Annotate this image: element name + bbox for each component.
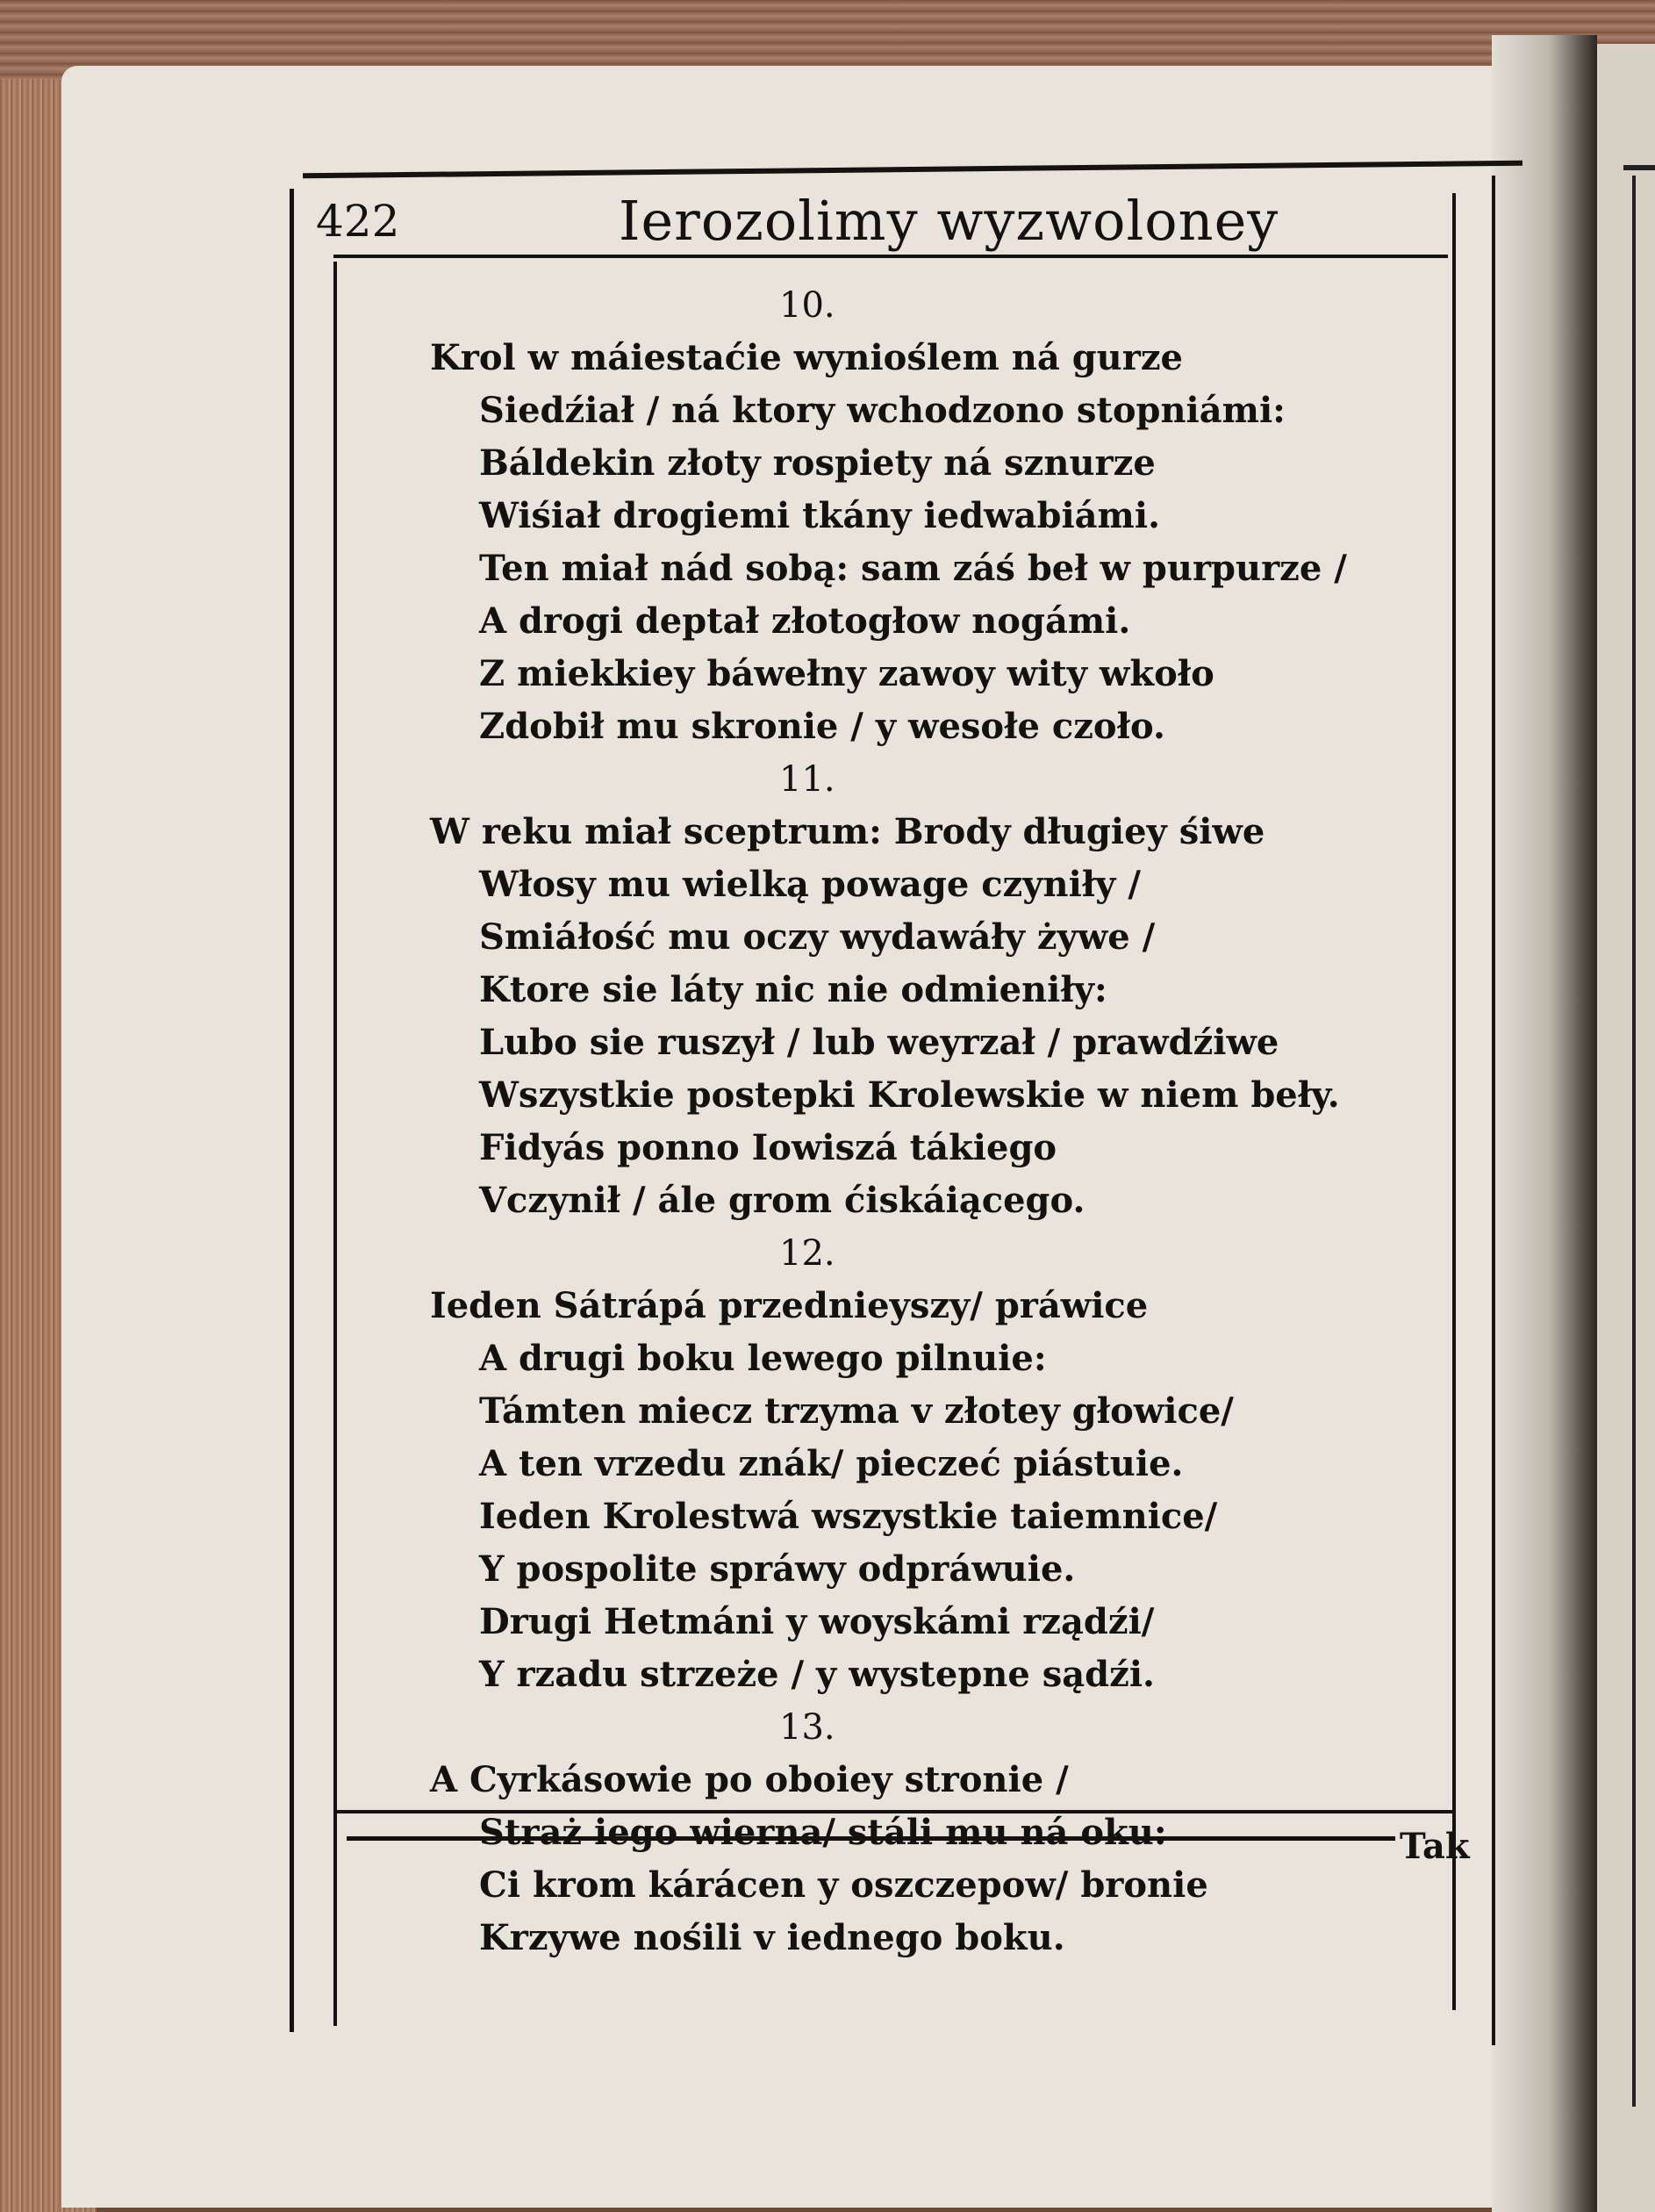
- verse-line: Fidyás ponno Iowiszá tákiego: [479, 1127, 1057, 1168]
- verse-line: Z miekkiey báwełny zawoy wity wkoło: [479, 653, 1214, 694]
- page-number: 422: [316, 196, 400, 247]
- verse-line: Ieden Krolestwá wszystkie taiemnice/: [479, 1496, 1218, 1537]
- verse-line: Ci krom kárácen y oszczepow/ bronie: [479, 1864, 1208, 1906]
- verse-line: Siedźiał / ná ktory wchodzono stopniámi:: [479, 390, 1286, 431]
- verse-line: Y pospolite spráwy odpráwuie.: [479, 1548, 1076, 1590]
- verse-line: Y rzadu strzeże / y wystepne sądźi.: [479, 1654, 1155, 1695]
- stanza-number: 10.: [779, 285, 835, 326]
- frame-left-rule-outer: [290, 189, 294, 2032]
- next-page-border: [1632, 176, 1636, 2107]
- verse-line: Ktore sie láty nic nie odmieniły:: [479, 969, 1107, 1010]
- verse-line: Włosy mu wielką powage czyniły /: [479, 864, 1141, 905]
- verse-line: Ten miał nád sobą: sam záś beł w purpurze /: [479, 548, 1347, 589]
- verse-line: Straż iego wierna/ stáli mu ná oku:: [479, 1812, 1167, 1853]
- verse-line: Lubo sie ruszył / lub weyrzał / prawdźiwe: [479, 1022, 1279, 1063]
- verse-line: Ieden Sátrápá przednieyszy/ práwice: [430, 1285, 1149, 1326]
- verse-line: Drugi Hetmáni y woyskámi rządźi/: [479, 1601, 1155, 1642]
- verse-line: Zdobił mu skronie / y wesołe czoło.: [479, 706, 1165, 747]
- catchword: Tak: [1400, 1826, 1470, 1867]
- stanza-number: 12.: [779, 1233, 835, 1274]
- verse-line: A ten vrzedu znák/ pieczeć piástuie.: [479, 1443, 1184, 1484]
- stanza-number: 11.: [779, 759, 835, 800]
- stanza-number: 13.: [779, 1707, 835, 1748]
- frame-right-rule-outer: [1492, 176, 1495, 2045]
- verse-line: A Cyrkásowie po oboiey stronie /: [430, 1759, 1069, 1800]
- verse-line: Wiśiał drogiemi tkány iedwabiámi.: [479, 495, 1160, 536]
- next-page-sliver: [1597, 44, 1655, 2212]
- verse-line: A drugi boku lewego pilnuie:: [479, 1338, 1047, 1379]
- verse-line: Vczynił / ále grom ćiskáiącego.: [479, 1180, 1085, 1221]
- verse-line: Krzywe nośili v iednego boku.: [479, 1917, 1065, 1958]
- verse-line: W reku miał sceptrum: Brody długiey śiwe: [430, 811, 1265, 852]
- verse-line: Báldekin złoty rospiety ná sznurze: [479, 442, 1156, 484]
- page-title: Ierozolimy wyzwoloney: [619, 189, 1279, 253]
- verse-line: Krol w máiestaćie wynioślem ná gurze: [430, 337, 1183, 378]
- frame-left-rule-inner: [333, 262, 337, 2026]
- poem-body: [430, 279, 1483, 1964]
- verse-line: Smiáłość mu oczy wydawáły żywe /: [479, 916, 1156, 958]
- next-page-rule: [1623, 165, 1655, 170]
- verse-line: Támten miecz trzyma v złotey głowice/: [479, 1390, 1234, 1432]
- verse-line: A drogi deptał złotogłow nogámi.: [479, 600, 1131, 642]
- verse-line: Wszystkie postepki Krolewskie w niem beły.: [479, 1074, 1340, 1116]
- book-gutter: [1492, 35, 1597, 2212]
